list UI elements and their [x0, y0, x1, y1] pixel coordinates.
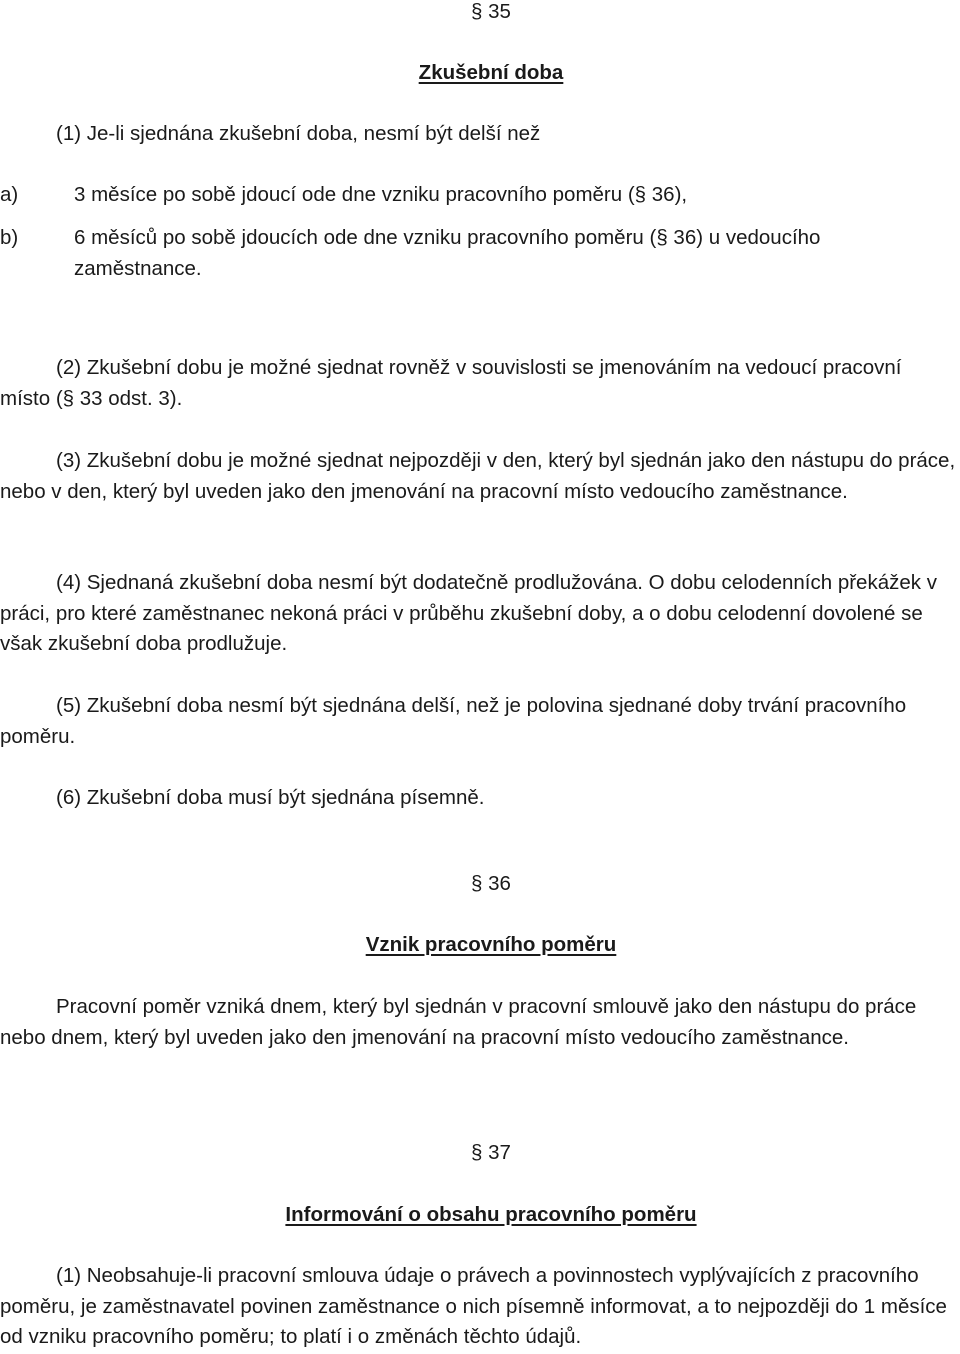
section-35-paragraph-5: (5) Zkušební doba nesmí být sjednána delší, než je polovina sjednané doby trvání pracovního poměru.	[0, 694, 907, 748]
list-item-b	[0, 223, 958, 284]
section-35-paragraph-4: (4) Sjednaná zkušební doba nesmí být dodatečně prodlužována. O dobu celodenních překážek v práci, pro které zaměstnanec nekoná práci v průběhu zkušební doby, a o dobu celodenní dovolené se však zkušební doba prodlužuje.	[0, 571, 937, 655]
section-35-paragraph-6: (6) Zkušební doba musí být sjednána písemně.	[56, 786, 485, 809]
list-item-text: 6 měsíců po sobě jdoucích ode dne vzniku pracovního poměru (§ 36) u vedoucího zaměstnance.	[74, 226, 821, 280]
section-36-number: § 36	[471, 872, 511, 895]
section-37-number: § 37	[471, 1141, 511, 1164]
section-35-number: § 35	[471, 0, 511, 23]
list-item-text: 3 měsíce po sobě jdoucí ode dne vzniku pracovního poměru (§ 36),	[74, 183, 688, 206]
list-item-marker: b)	[0, 226, 19, 249]
section-35-paragraph-3: (3) Zkušební dobu je možné sjednat nejpozději v den, který byl sjednán jako den nástupu do práce, nebo v den, který byl uveden jako den jmenování na pracovní místo vedoucího zaměstnance.	[0, 449, 956, 503]
section-35-paragraph-2: (2) Zkušební dobu je možné sjednat rovněž v souvislosti se jmenováním na vedoucí pracovní místo (§ 33 odst. 3).	[0, 356, 902, 410]
section-36-paragraph-1: Pracovní poměr vzniká dnem, který byl sjednán v pracovní smlouvě jako den nástupu do práce nebo dnem, který byl uveden jako den jmenování na pracovní místo vedoucího zaměstnance.	[0, 995, 917, 1049]
list-item-a	[0, 180, 958, 211]
list-item-marker: a)	[0, 183, 19, 206]
section-36-title: Vznik pracovního poměru	[365, 933, 617, 956]
section-35-title: Zkušební doba	[418, 61, 564, 84]
section-37-paragraph-1: (1) Neobsahuje-li pracovní smlouva údaje o právech a povinnostech vyplývajících z pracovního poměru, je zaměstnavatel povinen zaměstnance o nich písemně informovat, a to nejpozději do 1 měsíce od vzniku pracovního poměru; to platí i o změnách těchto údajů.	[0, 1264, 947, 1348]
section-37-title: Informování o obsahu pracovního poměru	[285, 1203, 697, 1226]
section-35-paragraph-1: (1) Je-li sjednána zkušební doba, nesmí být delší než	[56, 122, 541, 145]
